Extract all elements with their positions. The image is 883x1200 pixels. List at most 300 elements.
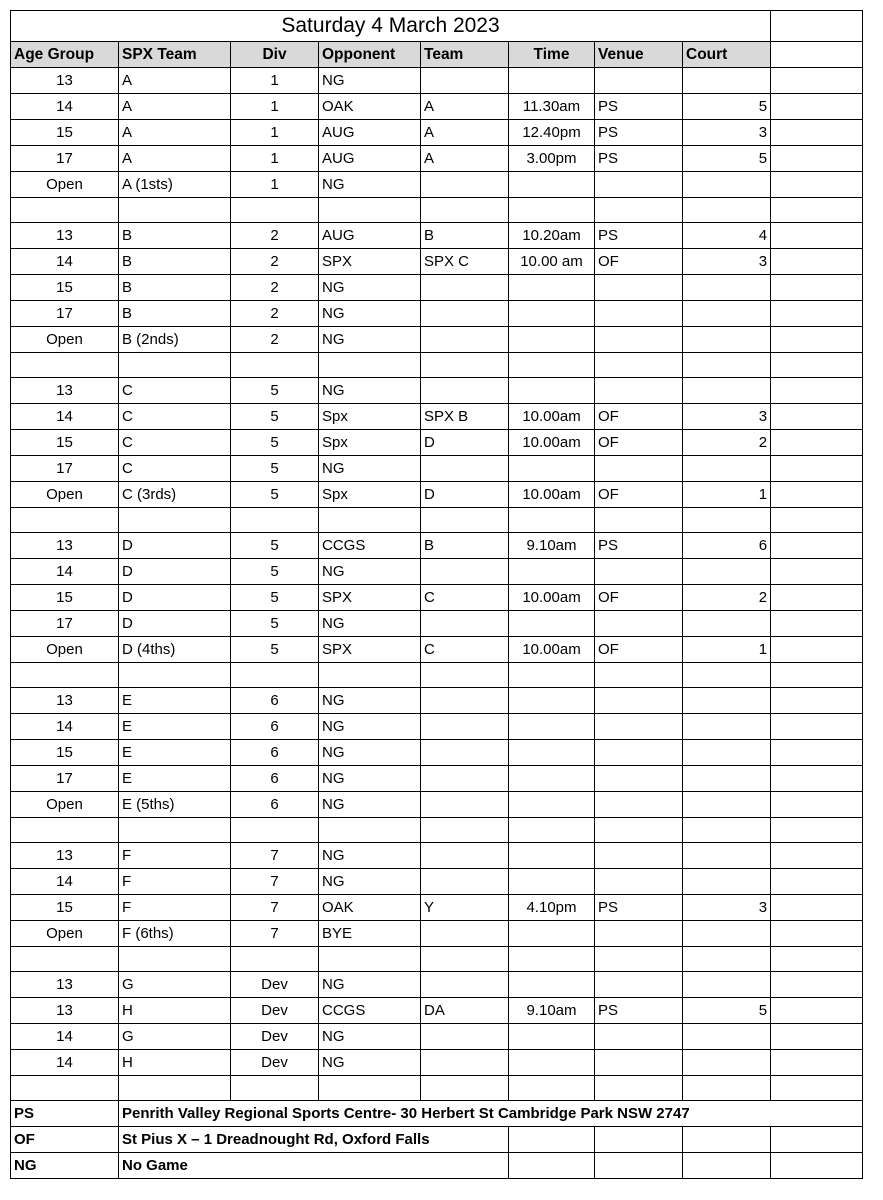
cell-time: 10.20am <box>509 223 595 249</box>
empty-cell <box>771 353 863 378</box>
cell-spx-team: C <box>119 430 231 456</box>
cell-spx-team: A <box>119 146 231 172</box>
empty-cell <box>771 223 863 249</box>
cell-court <box>683 456 771 482</box>
cell-spx-team <box>119 663 231 688</box>
cell-time <box>509 947 595 972</box>
cell-div: 5 <box>231 533 319 559</box>
cell-opponent: AUG <box>319 146 421 172</box>
cell-spx-team: D <box>119 611 231 637</box>
empty-cell <box>771 714 863 740</box>
fixture-row <box>11 275 863 301</box>
cell-opponent: NG <box>319 688 421 714</box>
cell-opponent: NG <box>319 378 421 404</box>
fixture-row <box>11 714 863 740</box>
cell-spx-team <box>119 818 231 843</box>
cell-spx-team: F <box>119 869 231 895</box>
cell-age-group: Open <box>11 637 119 663</box>
empty-cell <box>771 921 863 947</box>
cell-age-group: 14 <box>11 714 119 740</box>
cell-div: 1 <box>231 120 319 146</box>
cell-age-group <box>11 198 119 223</box>
empty-cell <box>771 120 863 146</box>
fixture-row <box>11 895 863 921</box>
cell-team: D <box>421 430 509 456</box>
cell-spx-team: C <box>119 456 231 482</box>
cell-team <box>421 353 509 378</box>
cell-team: B <box>421 223 509 249</box>
cell-age-group <box>11 353 119 378</box>
cell-opponent: NG <box>319 559 421 585</box>
cell-opponent: NG <box>319 740 421 766</box>
cell-court: 5 <box>683 146 771 172</box>
empty-cell <box>771 818 863 843</box>
empty-cell <box>595 1153 683 1179</box>
cell-court <box>683 740 771 766</box>
header-row <box>11 42 863 68</box>
cell-age-group: Open <box>11 172 119 198</box>
cell-opponent: OAK <box>319 895 421 921</box>
cell-div: 5 <box>231 585 319 611</box>
cell-team <box>421 972 509 998</box>
cell-time: 4.10pm <box>509 895 595 921</box>
cell-team: C <box>421 585 509 611</box>
cell-court: 5 <box>683 94 771 120</box>
cell-age-group: 13 <box>11 223 119 249</box>
cell-opponent: NG <box>319 172 421 198</box>
cell-team <box>421 947 509 972</box>
cell-team: DA <box>421 998 509 1024</box>
cell-venue <box>595 353 683 378</box>
fixture-row <box>11 378 863 404</box>
legend-text: No Game <box>119 1153 509 1179</box>
cell-opponent: NG <box>319 327 421 353</box>
legend-code: PS <box>11 1101 119 1127</box>
empty-cell <box>771 766 863 792</box>
fixture-row <box>11 249 863 275</box>
cell-team <box>421 378 509 404</box>
cell-venue <box>595 663 683 688</box>
cell-spx-team: E <box>119 740 231 766</box>
cell-opponent: AUG <box>319 120 421 146</box>
cell-venue: PS <box>595 223 683 249</box>
cell-div: 7 <box>231 895 319 921</box>
cell-team: B <box>421 533 509 559</box>
cell-div: 5 <box>231 378 319 404</box>
cell-opponent <box>319 947 421 972</box>
cell-time <box>509 327 595 353</box>
cell-spx-team: B <box>119 249 231 275</box>
cell-opponent: NG <box>319 714 421 740</box>
cell-opponent: Spx <box>319 404 421 430</box>
cell-venue: OF <box>595 637 683 663</box>
fixture-row <box>11 637 863 663</box>
cell-venue <box>595 947 683 972</box>
spacer-row <box>11 1076 863 1101</box>
fixture-row <box>11 1024 863 1050</box>
cell-opponent: CCGS <box>319 998 421 1024</box>
fixture-table <box>10 10 863 1179</box>
empty-cell <box>771 998 863 1024</box>
cell-venue: OF <box>595 404 683 430</box>
empty-cell <box>683 1127 771 1153</box>
fixture-row <box>11 792 863 818</box>
cell-opponent <box>319 663 421 688</box>
empty-cell <box>771 1153 863 1179</box>
empty-cell <box>771 869 863 895</box>
cell-time <box>509 68 595 94</box>
cell-venue <box>595 714 683 740</box>
fixture-row <box>11 972 863 998</box>
cell-div: 2 <box>231 223 319 249</box>
cell-spx-team: A <box>119 120 231 146</box>
legend-row <box>11 1153 863 1179</box>
cell-age-group: 17 <box>11 766 119 792</box>
empty-cell <box>683 1153 771 1179</box>
cell-time: 9.10am <box>509 533 595 559</box>
cell-div: 1 <box>231 94 319 120</box>
empty-cell <box>771 404 863 430</box>
cell-venue <box>595 611 683 637</box>
cell-court: 5 <box>683 998 771 1024</box>
cell-court <box>683 663 771 688</box>
cell-team: SPX B <box>421 404 509 430</box>
cell-spx-team: D (4ths) <box>119 637 231 663</box>
cell-venue <box>595 869 683 895</box>
cell-div: 6 <box>231 766 319 792</box>
cell-venue <box>595 1076 683 1101</box>
cell-age-group: 14 <box>11 249 119 275</box>
cell-opponent: Spx <box>319 430 421 456</box>
fixture-row <box>11 766 863 792</box>
cell-court <box>683 843 771 869</box>
fixture-row <box>11 120 863 146</box>
empty-cell <box>771 456 863 482</box>
cell-opponent <box>319 818 421 843</box>
cell-court: 3 <box>683 404 771 430</box>
cell-time <box>509 869 595 895</box>
cell-age-group: Open <box>11 792 119 818</box>
cell-team: D <box>421 482 509 508</box>
header-court: Court <box>683 42 771 68</box>
cell-time <box>509 740 595 766</box>
cell-spx-team: B <box>119 223 231 249</box>
cell-team <box>421 559 509 585</box>
cell-div <box>231 818 319 843</box>
cell-spx-team: D <box>119 559 231 585</box>
cell-court <box>683 559 771 585</box>
empty-cell <box>771 559 863 585</box>
empty-cell <box>771 1050 863 1076</box>
empty-cell <box>771 895 863 921</box>
cell-court: 1 <box>683 482 771 508</box>
fixture-row <box>11 688 863 714</box>
cell-age-group: 13 <box>11 68 119 94</box>
cell-team: A <box>421 146 509 172</box>
cell-team <box>421 792 509 818</box>
cell-div: 5 <box>231 430 319 456</box>
cell-time <box>509 921 595 947</box>
cell-time: 10.00am <box>509 430 595 456</box>
cell-team <box>421 327 509 353</box>
cell-time: 3.00pm <box>509 146 595 172</box>
cell-venue <box>595 1050 683 1076</box>
cell-age-group: 17 <box>11 456 119 482</box>
cell-age-group: 13 <box>11 378 119 404</box>
spacer-row <box>11 663 863 688</box>
cell-team <box>421 1024 509 1050</box>
cell-time <box>509 843 595 869</box>
cell-court <box>683 353 771 378</box>
cell-age-group <box>11 947 119 972</box>
cell-court: 1 <box>683 637 771 663</box>
fixture-row <box>11 301 863 327</box>
cell-div: 2 <box>231 275 319 301</box>
fixture-row <box>11 611 863 637</box>
cell-venue: PS <box>595 120 683 146</box>
cell-age-group: 13 <box>11 998 119 1024</box>
empty-cell <box>595 1127 683 1153</box>
cell-time <box>509 766 595 792</box>
empty-cell <box>771 843 863 869</box>
empty-cell <box>771 198 863 223</box>
cell-venue: PS <box>595 146 683 172</box>
cell-opponent: NG <box>319 972 421 998</box>
cell-court <box>683 508 771 533</box>
cell-court <box>683 1076 771 1101</box>
cell-opponent: Spx <box>319 482 421 508</box>
cell-time <box>509 508 595 533</box>
cell-court <box>683 921 771 947</box>
cell-time <box>509 301 595 327</box>
cell-div: 5 <box>231 559 319 585</box>
empty-cell <box>771 482 863 508</box>
cell-div <box>231 353 319 378</box>
title-row <box>11 11 863 42</box>
fixture-row <box>11 585 863 611</box>
header-age-group: Age Group <box>11 42 119 68</box>
cell-spx-team: E (5ths) <box>119 792 231 818</box>
cell-team <box>421 508 509 533</box>
cell-venue <box>595 508 683 533</box>
cell-venue <box>595 740 683 766</box>
empty-cell <box>771 1076 863 1101</box>
cell-venue: PS <box>595 94 683 120</box>
cell-time: 12.40pm <box>509 120 595 146</box>
cell-team <box>421 740 509 766</box>
cell-div <box>231 947 319 972</box>
cell-time <box>509 818 595 843</box>
header-opponent: Opponent <box>319 42 421 68</box>
cell-opponent: NG <box>319 766 421 792</box>
cell-venue: OF <box>595 249 683 275</box>
fixture-row <box>11 740 863 766</box>
cell-opponent: OAK <box>319 94 421 120</box>
cell-time <box>509 172 595 198</box>
cell-time <box>509 1050 595 1076</box>
cell-team <box>421 843 509 869</box>
cell-team <box>421 766 509 792</box>
cell-spx-team: E <box>119 688 231 714</box>
cell-div: 6 <box>231 792 319 818</box>
cell-court <box>683 1050 771 1076</box>
cell-venue: OF <box>595 430 683 456</box>
cell-time: 9.10am <box>509 998 595 1024</box>
cell-div: 6 <box>231 740 319 766</box>
cell-court <box>683 611 771 637</box>
cell-age-group: 13 <box>11 972 119 998</box>
cell-time <box>509 559 595 585</box>
cell-team: A <box>421 120 509 146</box>
cell-court <box>683 792 771 818</box>
cell-div: 5 <box>231 456 319 482</box>
cell-venue <box>595 792 683 818</box>
header-team: Team <box>421 42 509 68</box>
cell-venue <box>595 559 683 585</box>
cell-court <box>683 68 771 94</box>
cell-age-group: 17 <box>11 301 119 327</box>
cell-div: 7 <box>231 869 319 895</box>
cell-court <box>683 301 771 327</box>
cell-div: 5 <box>231 637 319 663</box>
cell-age-group: 14 <box>11 559 119 585</box>
empty-cell <box>771 11 863 42</box>
cell-div: 7 <box>231 921 319 947</box>
cell-venue <box>595 688 683 714</box>
cell-opponent <box>319 198 421 223</box>
cell-court <box>683 766 771 792</box>
cell-div: 2 <box>231 301 319 327</box>
cell-court: 3 <box>683 895 771 921</box>
empty-cell <box>771 301 863 327</box>
cell-court <box>683 275 771 301</box>
cell-team <box>421 301 509 327</box>
fixture-sheet <box>10 10 862 1179</box>
page-title: Saturday 4 March 2023 <box>11 11 771 42</box>
cell-venue: PS <box>595 998 683 1024</box>
cell-court <box>683 947 771 972</box>
cell-opponent: BYE <box>319 921 421 947</box>
empty-cell <box>771 637 863 663</box>
cell-team <box>421 1050 509 1076</box>
header-div: Div <box>231 42 319 68</box>
empty-cell <box>771 249 863 275</box>
empty-cell <box>771 972 863 998</box>
cell-spx-team: F <box>119 895 231 921</box>
fixture-row <box>11 533 863 559</box>
cell-venue <box>595 766 683 792</box>
cell-court: 2 <box>683 430 771 456</box>
cell-court <box>683 818 771 843</box>
fixture-row <box>11 146 863 172</box>
cell-spx-team: F <box>119 843 231 869</box>
cell-venue <box>595 843 683 869</box>
cell-div: Dev <box>231 972 319 998</box>
cell-time: 11.30am <box>509 94 595 120</box>
cell-div: 5 <box>231 404 319 430</box>
cell-time <box>509 353 595 378</box>
empty-cell <box>771 533 863 559</box>
cell-time <box>509 456 595 482</box>
header-venue: Venue <box>595 42 683 68</box>
cell-team <box>421 688 509 714</box>
cell-time <box>509 792 595 818</box>
cell-team <box>421 921 509 947</box>
cell-team <box>421 714 509 740</box>
cell-opponent: NG <box>319 792 421 818</box>
cell-opponent: NG <box>319 611 421 637</box>
cell-spx-team: G <box>119 972 231 998</box>
fixture-row <box>11 559 863 585</box>
cell-age-group <box>11 818 119 843</box>
cell-spx-team: B (2nds) <box>119 327 231 353</box>
empty-cell <box>771 688 863 714</box>
cell-age-group: 15 <box>11 430 119 456</box>
empty-cell <box>771 585 863 611</box>
spacer-row <box>11 818 863 843</box>
legend-text: Penrith Valley Regional Sports Centre- 30 Herbert St Cambridge Park NSW 2747 <box>119 1101 863 1127</box>
empty-cell <box>771 327 863 353</box>
fixture-row <box>11 456 863 482</box>
fixture-row <box>11 404 863 430</box>
cell-spx-team: C <box>119 378 231 404</box>
cell-team: C <box>421 637 509 663</box>
cell-age-group: 17 <box>11 611 119 637</box>
cell-age-group: 14 <box>11 94 119 120</box>
cell-age-group: Open <box>11 921 119 947</box>
cell-court: 4 <box>683 223 771 249</box>
empty-cell <box>771 611 863 637</box>
fixture-row <box>11 223 863 249</box>
cell-age-group: 15 <box>11 740 119 766</box>
cell-age-group: 14 <box>11 1024 119 1050</box>
cell-court <box>683 378 771 404</box>
cell-age-group: 13 <box>11 688 119 714</box>
cell-opponent: AUG <box>319 223 421 249</box>
header-spx-team: SPX Team <box>119 42 231 68</box>
cell-opponent: NG <box>319 1050 421 1076</box>
cell-div: 5 <box>231 482 319 508</box>
cell-opponent: CCGS <box>319 533 421 559</box>
fixture-row <box>11 998 863 1024</box>
cell-team <box>421 198 509 223</box>
cell-spx-team: D <box>119 585 231 611</box>
cell-time <box>509 972 595 998</box>
fixture-row <box>11 68 863 94</box>
cell-venue <box>595 172 683 198</box>
cell-venue <box>595 818 683 843</box>
cell-time <box>509 663 595 688</box>
cell-time: 10.00am <box>509 482 595 508</box>
header-time: Time <box>509 42 595 68</box>
cell-court: 6 <box>683 533 771 559</box>
cell-div: 6 <box>231 714 319 740</box>
cell-time <box>509 275 595 301</box>
cell-venue: PS <box>595 533 683 559</box>
cell-age-group: 13 <box>11 843 119 869</box>
cell-div: 5 <box>231 611 319 637</box>
fixture-row <box>11 327 863 353</box>
cell-team <box>421 818 509 843</box>
fixture-row <box>11 94 863 120</box>
cell-court <box>683 172 771 198</box>
cell-venue: PS <box>595 895 683 921</box>
cell-venue <box>595 378 683 404</box>
cell-spx-team: B <box>119 275 231 301</box>
cell-opponent: NG <box>319 1024 421 1050</box>
fixture-row <box>11 1050 863 1076</box>
cell-spx-team: G <box>119 1024 231 1050</box>
